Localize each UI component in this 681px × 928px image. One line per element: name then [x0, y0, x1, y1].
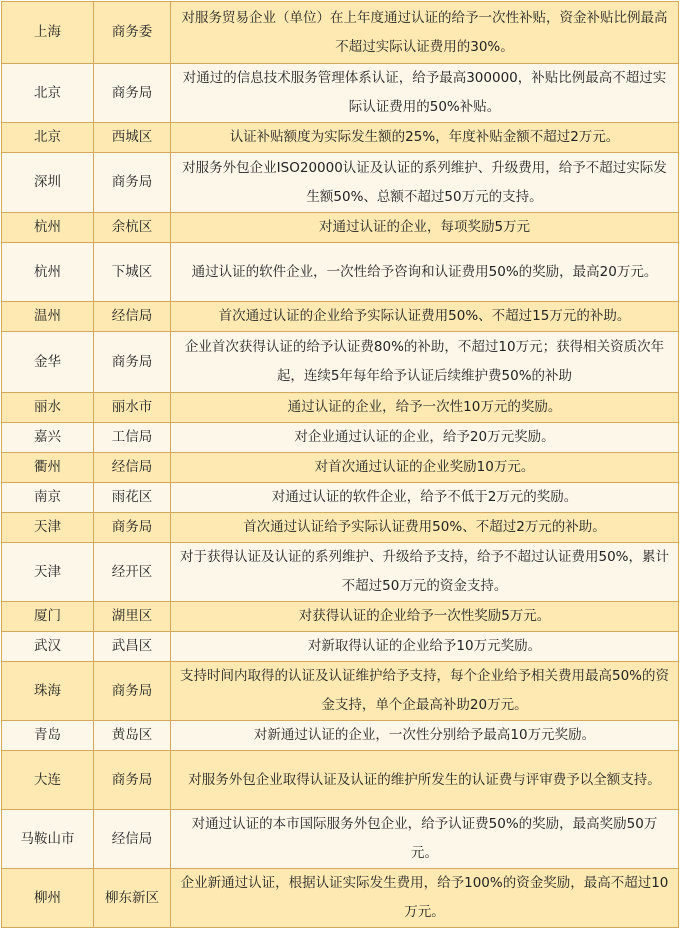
department-cell: 黄岛区: [94, 721, 171, 751]
policy-cell: 首次通过认证的企业给予实际认证费用50%、不超过15万元的补助。: [171, 302, 679, 332]
policy-cell: 对企业通过认证的企业，给予20万元奖励。: [171, 423, 679, 453]
policy-cell: 对通过的信息技术服务管理体系认证，给予最高300000，补贴比例最高不超过实际认证费用的50%补贴。: [171, 64, 679, 123]
city-cell: 大连: [2, 751, 94, 810]
policy-cell: 对获得认证的企业给予一次性奖励5万元。: [171, 602, 679, 632]
city-cell: 温州: [2, 302, 94, 332]
policy-table-body: [2, 2, 679, 928]
department-cell: 柳东新区: [94, 869, 171, 928]
table-row: [2, 632, 679, 662]
table-row: [2, 332, 679, 393]
table-row: [2, 64, 679, 123]
table-row: [2, 153, 679, 213]
table-row: [2, 810, 679, 869]
department-cell: 经信局: [94, 302, 171, 332]
city-cell: 深圳: [2, 153, 94, 213]
policy-cell: 对服务贸易企业（单位）在上年度通过认证的给予一次性补贴，资金补贴比例最高不超过实际认证费用的30%。: [171, 2, 679, 64]
city-cell: 马鞍山市: [2, 810, 94, 869]
department-cell: 西城区: [94, 123, 171, 153]
department-cell: 余杭区: [94, 213, 171, 243]
policy-table: [1, 1, 679, 928]
policy-cell: 对服务外包企业取得认证及认证的维护所发生的认证费与评审费予以全额支持。: [171, 751, 679, 810]
policy-cell: 认证补贴额度为实际发生额的25%，年度补贴金额不超过2万元。: [171, 123, 679, 153]
department-cell: 商务委: [94, 2, 171, 64]
department-cell: 商务局: [94, 153, 171, 213]
department-cell: 商务局: [94, 513, 171, 543]
table-row: [2, 123, 679, 153]
policy-cell: 通过认证的企业，给予一次性10万元的奖励。: [171, 393, 679, 423]
department-cell: 商务局: [94, 332, 171, 393]
table-row: [2, 302, 679, 332]
policy-cell: 对通过认证的本市国际服务外包企业，给予认证费50%的奖励，最高奖励50万元。: [171, 810, 679, 869]
city-cell: 北京: [2, 64, 94, 123]
city-cell: 嘉兴: [2, 423, 94, 453]
policy-cell: 通过认证的软件企业，一次性给予咨询和认证费用50%的奖励，最高20万元。: [171, 243, 679, 302]
city-cell: 金华: [2, 332, 94, 393]
policy-cell: 对新通过认证的企业，一次性分别给予最高10万元奖励。: [171, 721, 679, 751]
policy-cell: 对通过认证的企业，每项奖励5万元: [171, 213, 679, 243]
table-row: [2, 721, 679, 751]
policy-cell: 对通过认证的软件企业，给予不低于2万元的奖励。: [171, 483, 679, 513]
table-row: [2, 483, 679, 513]
table-row: [2, 393, 679, 423]
table-row: [2, 513, 679, 543]
table-row: [2, 543, 679, 602]
department-cell: 经开区: [94, 543, 171, 602]
department-cell: 经信局: [94, 453, 171, 483]
city-cell: 南京: [2, 483, 94, 513]
department-cell: 商务局: [94, 751, 171, 810]
policy-cell: 企业首次获得认证的给予认证费80%的补助，不超过10万元；获得相关资质次年起，连续5年每年给予认证后续维护费50%的补助: [171, 332, 679, 393]
table-row: [2, 662, 679, 721]
policy-cell: 对服务外包企业ISO20000认证及认证的系列维护、升级费用，给予不超过实际发生额50%、总额不超过50万元的支持。: [171, 153, 679, 213]
department-cell: 商务局: [94, 64, 171, 123]
city-cell: 武汉: [2, 632, 94, 662]
table-row: [2, 751, 679, 810]
department-cell: 武昌区: [94, 632, 171, 662]
city-cell: 衢州: [2, 453, 94, 483]
table-row: [2, 213, 679, 243]
department-cell: 丽水市: [94, 393, 171, 423]
policy-cell: 对新取得认证的企业给予10万元奖励。: [171, 632, 679, 662]
table-row: [2, 2, 679, 64]
table-row: [2, 243, 679, 302]
city-cell: 北京: [2, 123, 94, 153]
policy-cell: 对于获得认证及认证的系列维护、升级给予支持，给予不超过认证费用50%，累计不超过50万元的资金支持。: [171, 543, 679, 602]
city-cell: 柳州: [2, 869, 94, 928]
department-cell: 湖里区: [94, 602, 171, 632]
city-cell: 上海: [2, 2, 94, 64]
policy-cell: 支持时间内取得的认证及认证维护给予支持，每个企业给予相关费用最高50%的资金支持，单个企最高补助20万元。: [171, 662, 679, 721]
city-cell: 丽水: [2, 393, 94, 423]
table-row: [2, 602, 679, 632]
city-cell: 珠海: [2, 662, 94, 721]
city-cell: 厦门: [2, 602, 94, 632]
city-cell: 青岛: [2, 721, 94, 751]
city-cell: 天津: [2, 543, 94, 602]
department-cell: 雨花区: [94, 483, 171, 513]
department-cell: 经信局: [94, 810, 171, 869]
city-cell: 天津: [2, 513, 94, 543]
city-cell: 杭州: [2, 213, 94, 243]
department-cell: 工信局: [94, 423, 171, 453]
table-row: [2, 869, 679, 928]
department-cell: 商务局: [94, 662, 171, 721]
policy-cell: 对首次通过认证的企业奖励10万元。: [171, 453, 679, 483]
table-row: [2, 453, 679, 483]
department-cell: 下城区: [94, 243, 171, 302]
city-cell: 杭州: [2, 243, 94, 302]
policy-cell: 企业新通过认证，根据认证实际发生费用，给予100%的资金奖励，最高不超过10万元。: [171, 869, 679, 928]
table-row: [2, 423, 679, 453]
policy-cell: 首次通过认证给予实际认证费用50%、不超过2万元的补助。: [171, 513, 679, 543]
